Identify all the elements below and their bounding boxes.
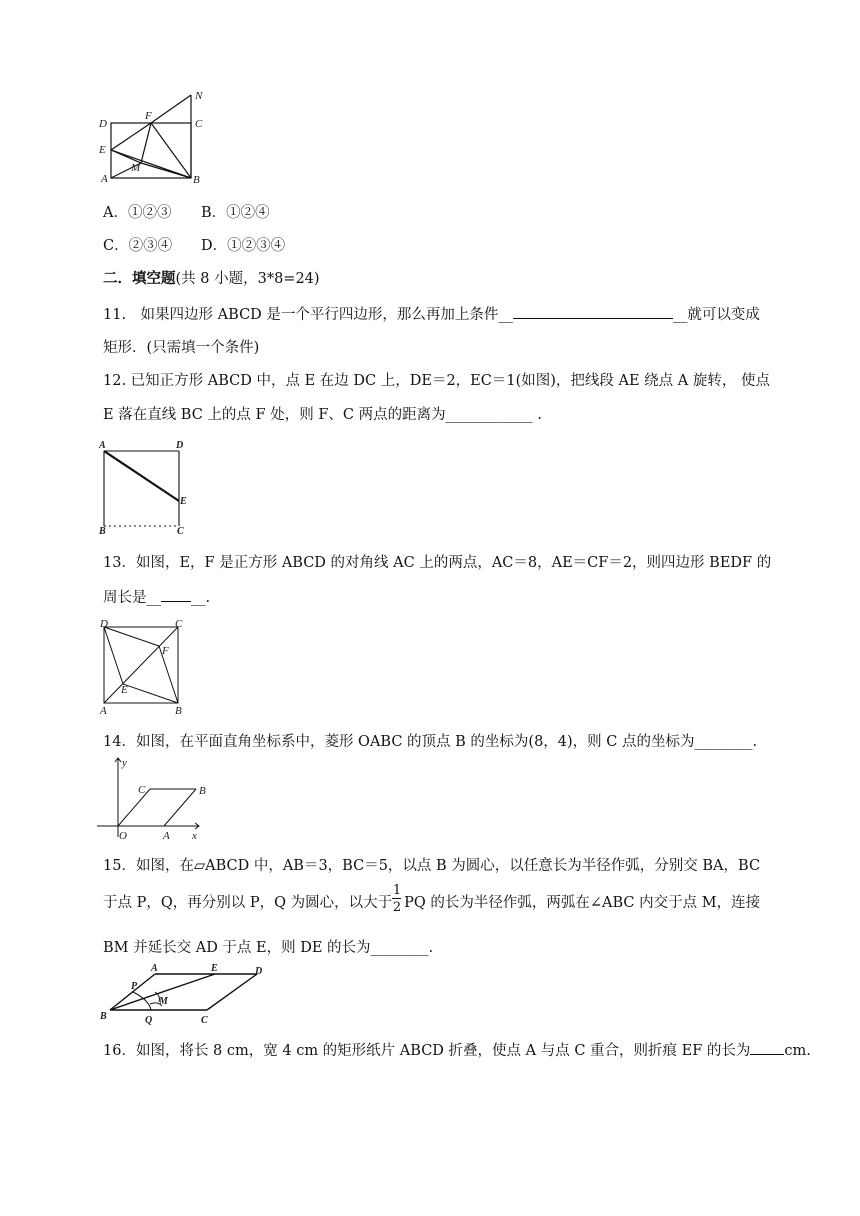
label-D: D [99,118,107,130]
q16-line1 [103,1040,811,1061]
option-b: B．①②④ [201,205,270,221]
label-x: x [192,830,197,842]
figure-q12 [95,436,195,540]
label-A: A [100,705,107,717]
q15-line2 [103,893,760,913]
q11-line2: 矩形．(只需填一个条件) [103,340,260,356]
fraction-denominator: 2 [392,900,402,915]
label-C: C [175,618,183,630]
option-c: C．②③④ [103,238,173,254]
label-A: A [151,963,158,974]
section-heading [103,269,320,289]
label-E: E [211,963,218,974]
q13-text-end: __. [191,590,211,606]
figure-q15 [95,960,270,1030]
label-P: P [131,981,138,992]
label-A: A [99,440,106,451]
option-a: A．①②③ [103,205,172,221]
label-B: B [193,174,200,186]
label-B: B [100,1011,107,1022]
label-O: O [119,830,127,842]
q13-line2 [103,587,210,608]
figure-q14 [95,755,210,845]
label-E: E [99,144,106,156]
label-B: B [199,785,206,797]
label-C: C [195,118,203,130]
q12-line2: E 落在直线 BC 上的点 F 处，则 F、C 两点的距离为____________ . [103,407,542,423]
q15-line1: 15．如图，在▱ABCD 中，AB＝3，BC＝5，以点 B 为圆心，以任意长为半径作弧，分别交 BA，BC [103,858,761,874]
q15-line3: BM 并延长交 AD 于点 E，则 DE 的长为________. [103,940,434,956]
q14-line1: 14．如图，在平面直角坐标系中，菱形 OABC 的顶点 B 的坐标为(8，4)，则 C 点的坐标为________. [103,734,758,750]
label-A: A [101,173,108,185]
label-B: B [175,705,182,717]
label-C: C [201,1015,208,1026]
label-Q: Q [145,1015,153,1026]
q16-text-pre: 16．如图，将长 8 cm，宽 4 cm 的矩形纸片 ABCD 折叠，使点 A 与点 C 重合，则折痕 EF 的长为 [103,1043,751,1059]
figure-q10 [95,85,215,190]
figure-q13 [95,615,195,719]
q11-blank [513,304,673,319]
label-D: D [100,618,108,630]
label-A: A [163,830,170,842]
label-E: E [121,684,128,696]
q13-text: 周长是__ [103,590,161,606]
label-D: D [176,440,184,451]
label-E: E [180,496,187,507]
label-D: D [255,966,263,977]
q12-line1: 12. 已知正方形 ABCD 中，点 E 在边 DC 上，DE＝2，EC＝1(如图)，把线段 AE 绕点 A 旋转， 使点 [103,373,770,389]
option-d: D．①②③④ [201,238,286,254]
q13-blank [161,587,191,602]
label-C: C [177,526,184,537]
q15-text-pre: 于点 P，Q，再分别以 P，Q 为圆心，以大于 [103,895,393,911]
label-M: M [159,996,168,1007]
label-F: F [162,645,169,657]
label-B: B [99,526,106,537]
q11-line1 [103,304,760,325]
label-N: N [195,90,203,102]
section-title: 二．填空题 [103,270,176,287]
q15-text-post: PQ 的长为半径作弧，两弧在∠ABC 内交于点 M，连接 [404,895,761,911]
q16-blank [750,1040,784,1055]
fraction-numerator: 1 [392,883,402,898]
label-M: M [131,162,141,174]
label-y: y [122,757,127,769]
fraction-bar [392,898,401,899]
q11-text: 11. 如果四边形 ABCD 是一个平行四边形，那么再加上条件__ [103,307,513,323]
section-note: (共 8 小题，3*8=24) [175,271,320,287]
q11-text-end: __就可以变成 [672,307,760,323]
q13-line1: 13．如图，E，F 是正方形 ABCD 的对角线 AC 上的两点，AC＝8，AE＝CF＝2，则四边形 BEDF 的 [103,555,772,571]
label-F: F [145,110,152,122]
q16-text-post: cm. [784,1043,811,1059]
label-C: C [138,784,146,796]
